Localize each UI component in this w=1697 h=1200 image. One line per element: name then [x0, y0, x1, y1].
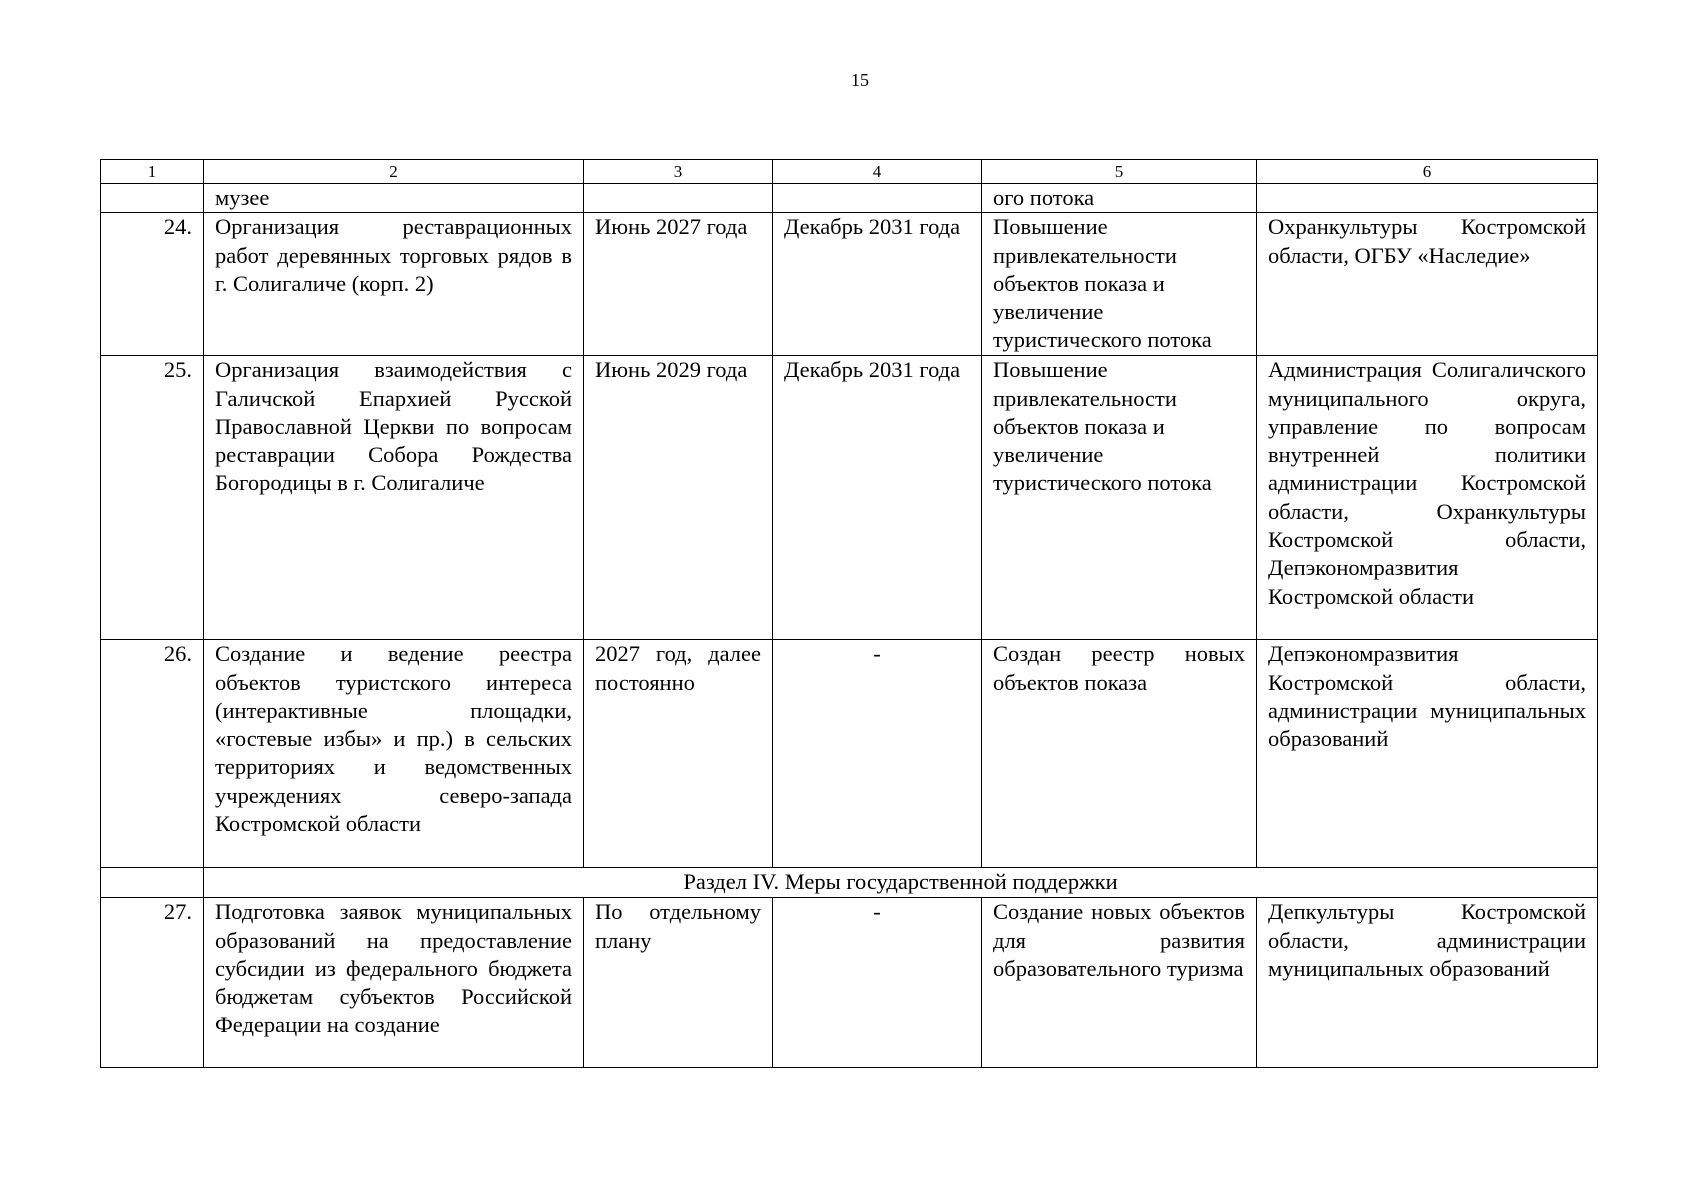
row-number: 27. — [101, 898, 204, 1068]
table-header-row — [101, 160, 1598, 184]
header-cell: 6 — [1257, 160, 1598, 184]
section-row — [101, 868, 1598, 898]
measures-table — [100, 159, 1598, 1068]
end-cell: Декабрь 2031 года — [773, 213, 982, 356]
start-cell: Июнь 2029 года — [584, 356, 773, 640]
end-cell: - — [773, 898, 982, 1068]
table-row — [101, 640, 1598, 868]
header-cell: 2 — [204, 160, 584, 184]
row-number: 26. — [101, 640, 204, 868]
header-cell: 1 — [101, 160, 204, 184]
table-row — [101, 898, 1598, 1068]
table-row — [101, 356, 1598, 640]
header-cell: 3 — [584, 160, 773, 184]
result-cell: ого потока — [982, 184, 1257, 213]
row-number: 24. — [101, 213, 204, 356]
result-cell: Повышение привлекательности объектов показа и увеличение туристического потока — [982, 356, 1257, 640]
measure-cell: Организация взаимодействия с Галичской Епархией Русской Православной Церкви по вопросам реставрации Собора Рождества Богородицы в г. Солигаличе — [204, 356, 584, 640]
start-cell: По отдельному плану — [584, 898, 773, 1068]
start-cell: 2027 год, далее постоянно — [584, 640, 773, 868]
page-number: 15 — [851, 70, 869, 90]
measure-cell: музее — [204, 184, 584, 213]
row-number: 25. — [101, 356, 204, 640]
section-title: Раздел IV. Меры государственной поддержки — [204, 868, 1598, 898]
result-cell: Создан реестр новых объектов показа — [982, 640, 1257, 868]
responsible-cell: Администрация Солигаличского муниципального округа, управление по вопросам внутренней политики администрации Костромской области, Охранкультуры Костромской области, Депэкономразвития Костромской области — [1257, 356, 1598, 640]
header-cell: 5 — [982, 160, 1257, 184]
end-cell: Декабрь 2031 года — [773, 356, 982, 640]
responsible-cell: Депкультуры Костромской области, администрации муниципальных образований — [1257, 898, 1598, 1068]
responsible-cell: Охранкультуры Костромской области, ОГБУ «Наследие» — [1257, 213, 1598, 356]
start-cell: Июнь 2027 года — [584, 213, 773, 356]
row-number — [101, 184, 204, 213]
responsible-cell — [1257, 184, 1598, 213]
measure-cell: Создание и ведение реестра объектов туристского интереса (интерактивные площадки, «гостевые избы» и пр.) в сельских территориях и ведомственных учреждениях северо-запада Костромской области — [204, 640, 584, 868]
table-row — [101, 213, 1598, 356]
end-cell — [773, 184, 982, 213]
result-cell: Создание новых объектов для развития образовательного туризма — [982, 898, 1257, 1068]
section-number-cell — [101, 868, 204, 898]
measure-cell: Подготовка заявок муниципальных образований на предоставление субсидии из федерального бюджета бюджетам субъектов Российской Федерации на создание — [204, 898, 584, 1068]
result-cell: Повышение привлекательности объектов показа и увеличение туристического потока — [982, 213, 1257, 356]
responsible-cell: Депэкономразвития Костромской области, администрации муниципальных образований — [1257, 640, 1598, 868]
header-cell: 4 — [773, 160, 982, 184]
end-cell: - — [773, 640, 982, 868]
measure-cell: Организация реставрационных работ деревянных торговых рядов в г. Солигаличе (корп. 2) — [204, 213, 584, 356]
start-cell — [584, 184, 773, 213]
table-row — [101, 184, 1598, 213]
